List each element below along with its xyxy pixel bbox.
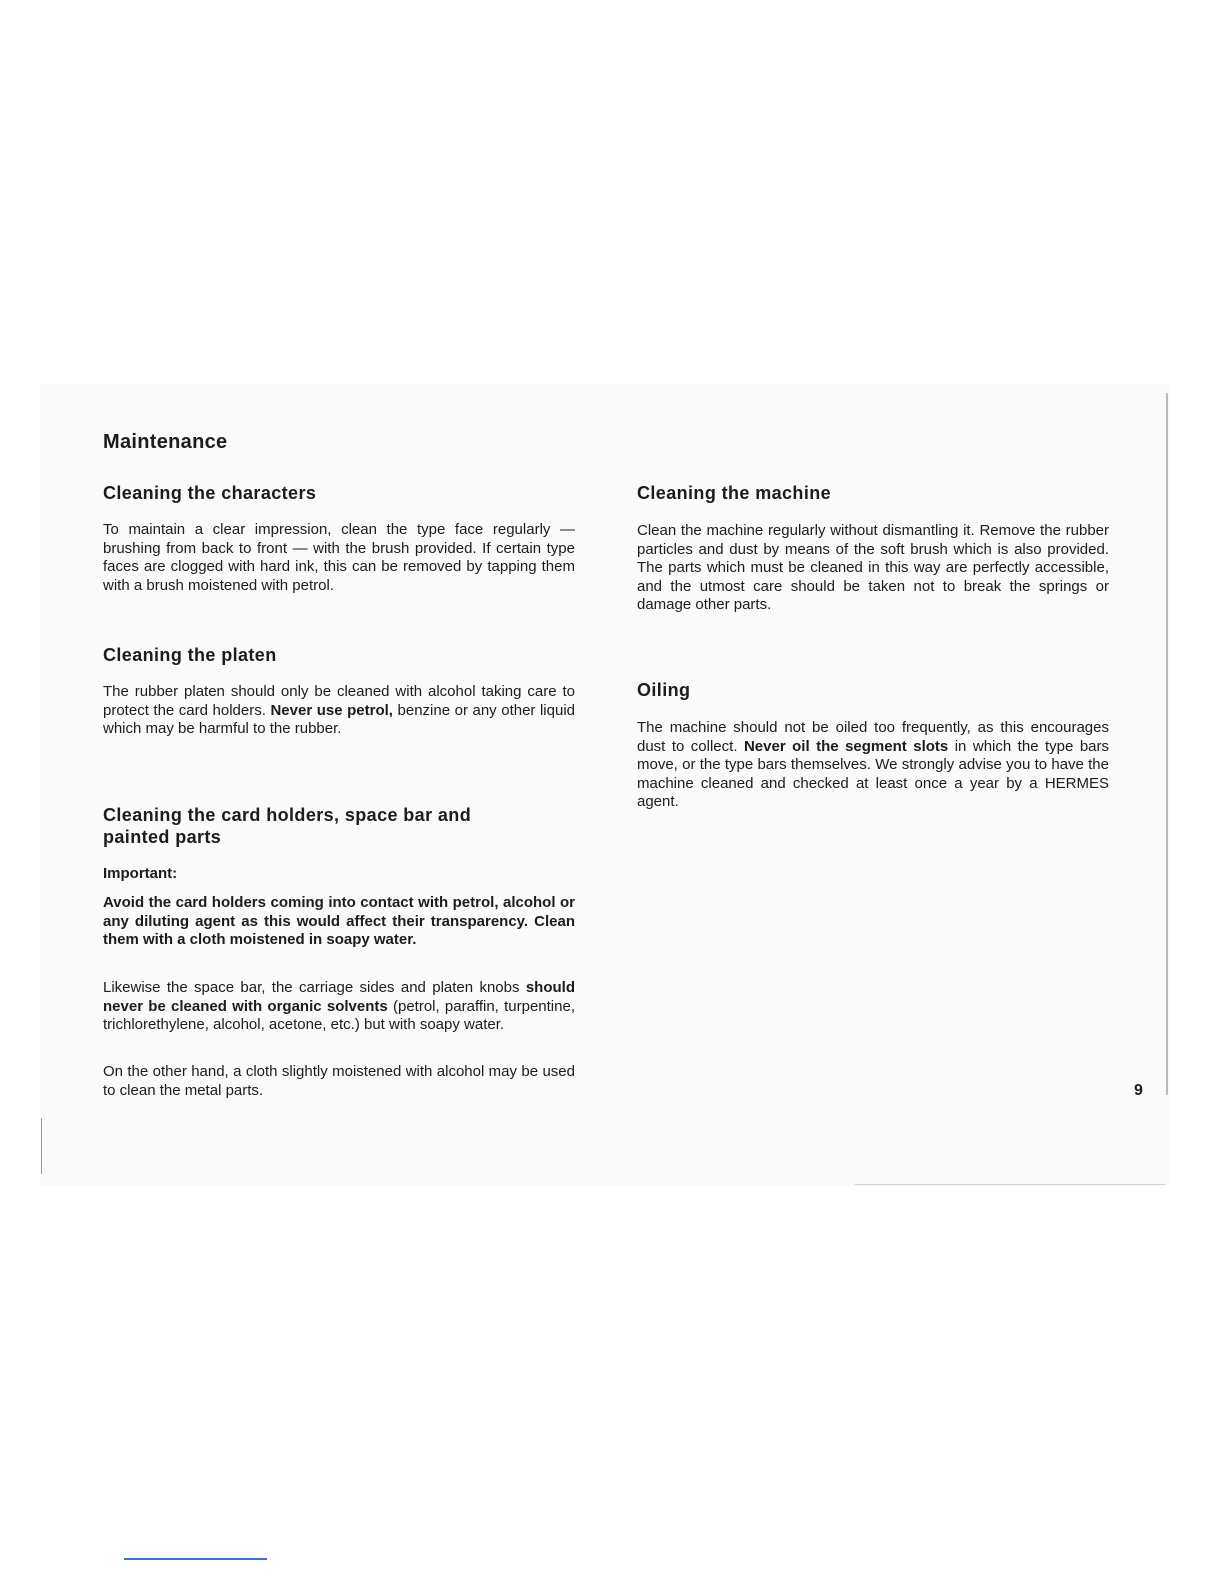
important-label: Important: [103,865,178,882]
page-edge-bottom [855,1184,1165,1185]
platen-text-part2: benzine or any other liquid which may be harmful to the rubber. [103,701,575,737]
section-title-platen: Cleaning the platen [103,645,277,665]
section-title-characters: Cleaning the characters [103,483,317,503]
card-holders-paragraph-2 [103,979,575,1035]
para2-part1: Likewise the space bar, the carriage sides and platen knobs [103,979,526,996]
platen-text-part1: The rubber platen should only be cleaned with alcohol taking care to protect the card holders. [103,683,575,719]
page-edge-left [41,1118,42,1174]
page-edge-right [1166,393,1168,1095]
card-holders-paragraph-3: On the other hand, a cloth slightly moistened with alcohol may be used to clean the metal parts. [103,1063,575,1099]
oiling-text-part2: in which the type bars move, or the type bars themselves. We strongly advise you to have the machine cleaned and checked at least once a year by a HERMES agent. [637,737,1110,810]
platen-warning-bold: Never use petrol, [270,701,393,719]
section-text-characters: To maintain a clear impression, clean the type face regularly — brushing from back to front — with the brush provided. If certain type faces are clogged with hard ink, this can be removed by tapping them with a brush moistened with petrol. [103,521,575,594]
page-title: Maintenance [103,431,228,453]
page-number: 9 [1134,1082,1143,1099]
blue-underline-mark [124,1558,267,1560]
solvents-warning-bold: should never be cleaned with organic solvents [103,979,575,1015]
section-title-machine: Cleaning the machine [637,483,832,503]
section-text-oiling [637,719,1109,812]
section-title-card-holders: Cleaning the card holders, space bar and painted parts [103,805,472,847]
important-text: Avoid the card holders coming into contact with petrol, alcohol or any diluting agent as this would affect their transparency. Clean them with a cloth moistened in soapy water. [103,894,575,948]
section-text-platen [103,683,575,739]
oiling-warning-bold: Never oil the segment slots [743,737,949,755]
para2-part2: (petrol, paraffin, turpentine, trichlorethylene, alcohol, acetone, etc.) but with soapy water. [103,997,575,1033]
section-text-machine: Clean the machine regularly without dismantling it. Remove the rubber particles and dust by means of the soft brush which is also provided. The parts which must be cleaned in this way are perfectly accessible, and the utmost care should be taken not to break the springs or damage other parts. [637,522,1109,613]
section-title-oiling: Oiling [637,680,691,700]
oiling-text-part1: The machine should not be oiled too frequently, as this encourages dust to collect. [637,719,1109,755]
